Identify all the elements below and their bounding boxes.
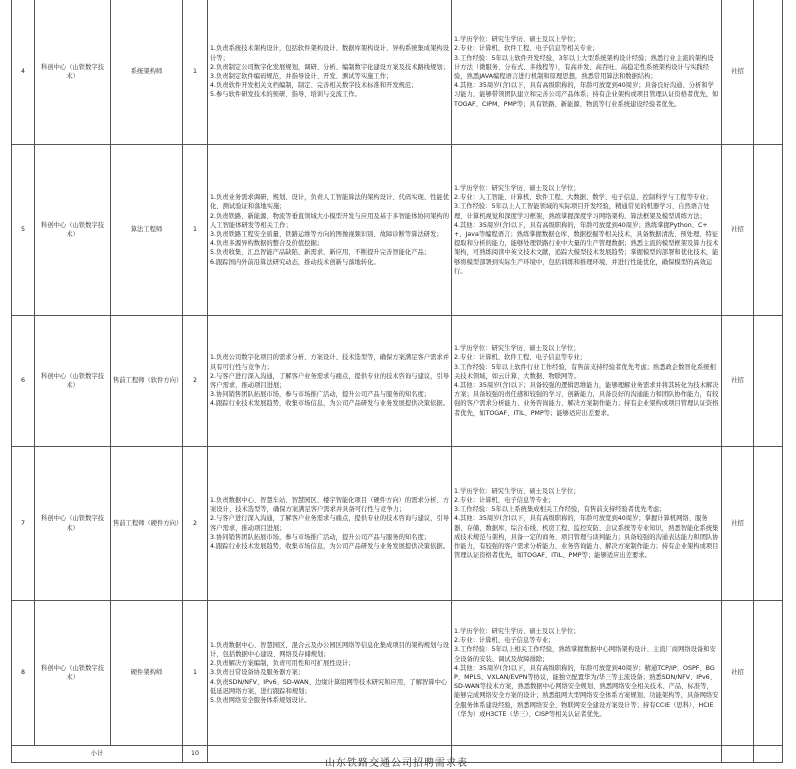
duty-line: 2.负责制定公司数字化发展规划，调研、分析、编制数字化建设方案及技术路线规划； xyxy=(210,63,449,71)
duty-line: 4.负责SDN/NFV、IPv6、SD-WAN、边缘计算组网等技术研究和应用，了解智算中心低延迟网络方案，进行跟踪和规划； xyxy=(210,678,448,695)
duty-line: 4.跟踪行业技术发展趋势，收集市场信息，为公司产品研发与业务发展提供决策依据。 xyxy=(210,542,449,550)
duty-line: 6.跟踪国内外前沿算法研究动态，推动技术创新与落地转化。 xyxy=(210,258,380,266)
requirement-line: 3.工作经验：5年以上软件开发经验，3年以上大型系统架构设计经验；熟悉行业主流的架构设计方法（微服务、分布式、多线程等），有高并发、高吞吐、高稳定性系统架构设计与实践经验，熟悉JAVA编程语言进行机制和原理思想，熟悉常用算法和数据结构； xyxy=(454,54,714,80)
job-requirements-table xyxy=(11,0,783,763)
remarks-cell xyxy=(754,447,783,601)
next-section-title: 山东铁路交通公司招聘需求表 xyxy=(325,758,468,769)
row-index: 5 xyxy=(12,145,35,316)
duty-line: 4.负责软件开发相关文档编制，制定、完善相关数字技术标准和开发规范； xyxy=(210,82,418,90)
requirement-line: 1.学历学位：研究生学历、硕士及以上学位； xyxy=(454,487,580,495)
job-requirements-cell xyxy=(452,447,722,601)
row-index: 4 xyxy=(12,0,35,145)
requirement-line: 1.学历学位：研究生学历、硕士及以上学位； xyxy=(454,36,580,44)
headcount-cell: 1 xyxy=(183,601,208,746)
duty-line: 5.负责网络安全服务体系规划设计。 xyxy=(210,697,311,704)
duty-line: 5.参与软件研发技术的预研、指导、培训与交流工作。 xyxy=(210,91,361,99)
duty-line: 3.协同销售团队拓展市场，参与市场推广活动，提升公司产品与服务的知名度； xyxy=(210,533,431,541)
duty-line: 2.与客户进行深入沟通，了解客户业务需求与痛点，提供专业的技术咨询与建议，引导客户需求，推动项目进展； xyxy=(210,515,449,532)
requirement-line: 2.专业：计算机、电子信息等专业； xyxy=(454,496,555,504)
remarks-cell xyxy=(754,601,783,746)
headcount-cell: 2 xyxy=(183,447,208,601)
job-duties-cell xyxy=(208,145,452,316)
job-requirements-cell xyxy=(452,0,722,145)
position-cell: 售前工程师（软件方向） xyxy=(111,316,183,447)
position-cell: 系统架构师 xyxy=(111,0,183,145)
duty-line: 4.负责多源异构数据的整合及价值挖掘； xyxy=(210,240,324,248)
requirement-line: 3.工作经验：5年以上人工智能领域的实际项目开发经验，精通常见的机器学习、自然语言处理、计算机视觉和深度学习框架，熟练掌握深度学习网络架构、算法框架及模型训练方法； xyxy=(454,203,710,220)
table-row xyxy=(12,316,783,447)
department-cell: 科创中心（山铁数字技术） xyxy=(35,447,111,601)
headcount-cell: 1 xyxy=(183,145,208,316)
requirement-line: 3.工作经验：5年以上软件行业工作经验，有售前支持经验者优先考虑；熟悉政企数智化系统相关技术领域，如云计算、大数据、物联网等。 xyxy=(454,363,716,380)
recruit-mode-cell: 社招 xyxy=(722,0,754,145)
duty-line: 2.负责铁路、新能源、物流等垂直领域大小模型开发与应用及基于多智能体协同架构的人工智能体研发等相关工作； xyxy=(210,212,449,229)
row-index: 6 xyxy=(12,316,35,447)
recruit-mode-cell: 社招 xyxy=(722,447,754,601)
department-cell: 科创中心（山铁数字技术） xyxy=(35,601,111,746)
job-requirements-cell xyxy=(452,316,722,447)
duty-line: 3.负责铁路工程安全质量、铁路运维等方向的图像视频识别、故障诊断等算法研发； xyxy=(210,231,443,238)
duty-line: 1.负责数据中心、智慧园区、混合云及办公园区网络等信息化集成项目的架构规划与设计，包括数据中心建设、网络及存储规划； xyxy=(210,641,449,658)
table-row xyxy=(12,145,783,316)
job-duties-cell xyxy=(208,0,452,145)
duty-line: 3.负责制定软件编码规范，并指导设计、开发、测试等实施工作； xyxy=(210,73,393,80)
duty-line: 1.负责数据中心、智慧车站、智慧园区、楼宇智能化项目（硬件方向）的需求分析、方案设计、技术选型等，确保方案满足客户需求并具备可行性与竞争力； xyxy=(210,496,449,514)
requirement-line: 1.学历学位：研究生学历、硕士及以上学位； xyxy=(454,345,580,353)
requirement-line: 2.专业：人工智能、计算机、软件工程、大数据、数学、电子信息、控制科学与工程等专业； xyxy=(454,194,712,202)
requirement-line: 4.其他：35周岁(含)以下，具有高级职称的，年龄可放宽到40周岁；具备良好沟通、分析和学习能力，能够带领团队建立和完善公司产品体系；持有企业架构或项目管理认证资格者优先，如TOGAF、CIPM、PMP等；具有铁路、新能源、物流等行业系统建设经验者优先。 xyxy=(454,82,719,108)
headcount-cell: 2 xyxy=(183,316,208,447)
job-duties-cell xyxy=(208,316,452,447)
requirement-line: 1.学历学位：研究生学历、硕士及以上学位； xyxy=(454,627,580,635)
duty-line: 2.负责解决方案编制，负责可用性和可扩展性设计； xyxy=(210,660,355,668)
table-row xyxy=(12,0,783,145)
requirement-line: 4.其他：35周岁(含)以下，具有高级职称的，年龄可放宽到40周岁；精通TCP/IP、OSPF、BGP、MPLS、VXLAN/EVPN等协议，能独立配置华为/华三等主流设备；熟悉SDN/NFV、IPv6、SD-WAN等技术方案，熟悉数据中心网络安全规划、熟悉网络安全相关技术、产品、标准等，能够完成网络安全方案的设计；熟悉组网大型网络安全体系方案规划、功能架构等，具备网络安全服务体系建设经验，熟悉网络安全、物联网安全建设方案设计等；持有CCIE（思科）、HCIE（华为）或H3CTE（华三）、CISP等相关认证者优先。 xyxy=(454,664,719,718)
remarks-cell xyxy=(754,145,783,316)
position-cell: 售前工程师（硬件方向） xyxy=(111,447,183,601)
requirement-line: 3.工作经验：5年以上系统集成相关工作经验，有售前支持经验者优先考虑； xyxy=(454,506,666,514)
requirement-line: 2.专业：计算机、软件工程、电子信息等相关专业； xyxy=(454,45,599,53)
job-duties-cell xyxy=(208,447,452,601)
recruitment-sheet xyxy=(11,0,782,769)
requirement-line: 4.其他：35周岁(含)以下，具有高级职称的，年龄可放宽到40周岁；掌握计算机网络、服务器、存储、数据库、综合布线、机房工程、监控安防、会议系统等专业知识，熟悉智能化系统集成技术规范与架构，具备一定的商务、项目管理与谈判能力；具备较强的沟通表达能力和团队协作能力，有较强的客户需求分析能力、业务咨询能力、解决方案制作能力；持有企业架构或项目管理认证资格者优先，如TOGAF、ITIL、PMP等；能够适应出差要求。 xyxy=(454,515,719,560)
requirement-line: 2.专业：计算机、电子信息等专业； xyxy=(454,637,555,645)
table-row xyxy=(12,601,783,746)
job-duties-cell xyxy=(208,601,452,746)
remarks-cell xyxy=(754,0,783,145)
recruit-mode-cell: 社招 xyxy=(722,316,754,447)
position-cell: 算法工程师 xyxy=(111,145,183,316)
subtotal-label: 小计 xyxy=(12,746,183,763)
duty-line: 1.负责系统技术架构设计，包括软件架构设计、数据库架构设计、异构系统集成架构设计等； xyxy=(210,45,449,62)
department-cell: 科创中心（山铁数字技术） xyxy=(35,145,111,316)
department-cell: 科创中心（山铁数字技术） xyxy=(35,0,111,145)
duty-line: 5.负责收集、汇总智能产品缺陷、新需求、新应用，不断提升完善智能化产品； xyxy=(210,249,431,257)
remarks-cell xyxy=(754,316,783,447)
job-rows xyxy=(12,0,783,763)
requirement-line: 1.学历学位：研究生学历、硕士及以上学位； xyxy=(454,184,580,192)
headcount-cell: 1 xyxy=(183,0,208,145)
row-index: 7 xyxy=(12,447,35,601)
position-cell: 硬件架构师 xyxy=(111,601,183,746)
department-cell: 科创中心（山铁数字技术） xyxy=(35,316,111,447)
job-requirements-cell xyxy=(452,601,722,746)
duty-line: 1.负责公司数字化项目的需求分析、方案设计、技术选型等，确保方案满足客户需求并具有可行性与竞争力； xyxy=(210,354,449,371)
requirement-line: 3.工作经验：5年以上相关工作经验，熟练掌握数据中心网络架构设计、主流厂商网络设备和安全设备的安装、调试及故障排除； xyxy=(454,646,716,663)
subtotal-count: 10 xyxy=(183,746,208,763)
duty-line: 4.跟踪行业技术发展趋势，收集市场信息，为公司产品研发与业务发展提供决策依据。 xyxy=(210,400,449,408)
row-index: 8 xyxy=(12,601,35,746)
recruit-mode-cell: 社招 xyxy=(722,601,754,746)
duty-line: 2.与客户进行深入沟通，了解客户业务需求与痛点，提供专业的技术咨询与建议，引导客户需求，推动项目进展； xyxy=(210,372,449,389)
duty-line: 3.协同销售团队拓展市场，参与市场推广活动，提升公司产品与服务的知名度； xyxy=(210,391,431,399)
recruit-mode-cell: 社招 xyxy=(722,145,754,316)
requirement-line: 2.专业：计算机、软件工程、电子信息等专业； xyxy=(454,354,586,362)
duty-line: 3.负责日常设备协及服务器方案； xyxy=(210,669,305,677)
table-row xyxy=(12,447,783,601)
requirement-line: 4.其他：35周岁(含)以下，具有高级职称的，年龄可放宽到40周岁；熟练掌握Python、C++、Java等编程语言；熟练掌握数据仓库、数据挖掘等相关技术，具备数据清洗、预处理、特征提取和分析的能力，能够处理铁路行业中大量的生产管理数据；熟悉主流的模型框架及算力技术架构，可熟练阅读中英文技术文献，追踪大模型技术发展趋势；掌握模型的部署和优化技术，能够将模型部署到实际生产环境中，包括训练和推理环境，并进行性能优化，确保模型的高效运行。 xyxy=(454,221,719,275)
duty-line: 1.负责业务需求调研、规划、设计，负责人工智能算法的架构设计、代码实现、性能优化、测试验证和落地实施； xyxy=(210,194,449,211)
requirement-line: 4.其他：35周岁(含)以下；具备较强的逻辑思维能力，能够理解业务需求并将其转化为技术解决方案；具备较强的责任感和较强的学习、创新能力，具备良好的沟通能力和团队协作能力，有较强的客户需求分析能力、业务咨询能力、解决方案制作能力；持有企业架构或项目管理认证资格者优先，如TOGAF、ITIL、PMP等；能够适应出差要求。 xyxy=(454,382,719,417)
job-requirements-cell xyxy=(452,145,722,316)
